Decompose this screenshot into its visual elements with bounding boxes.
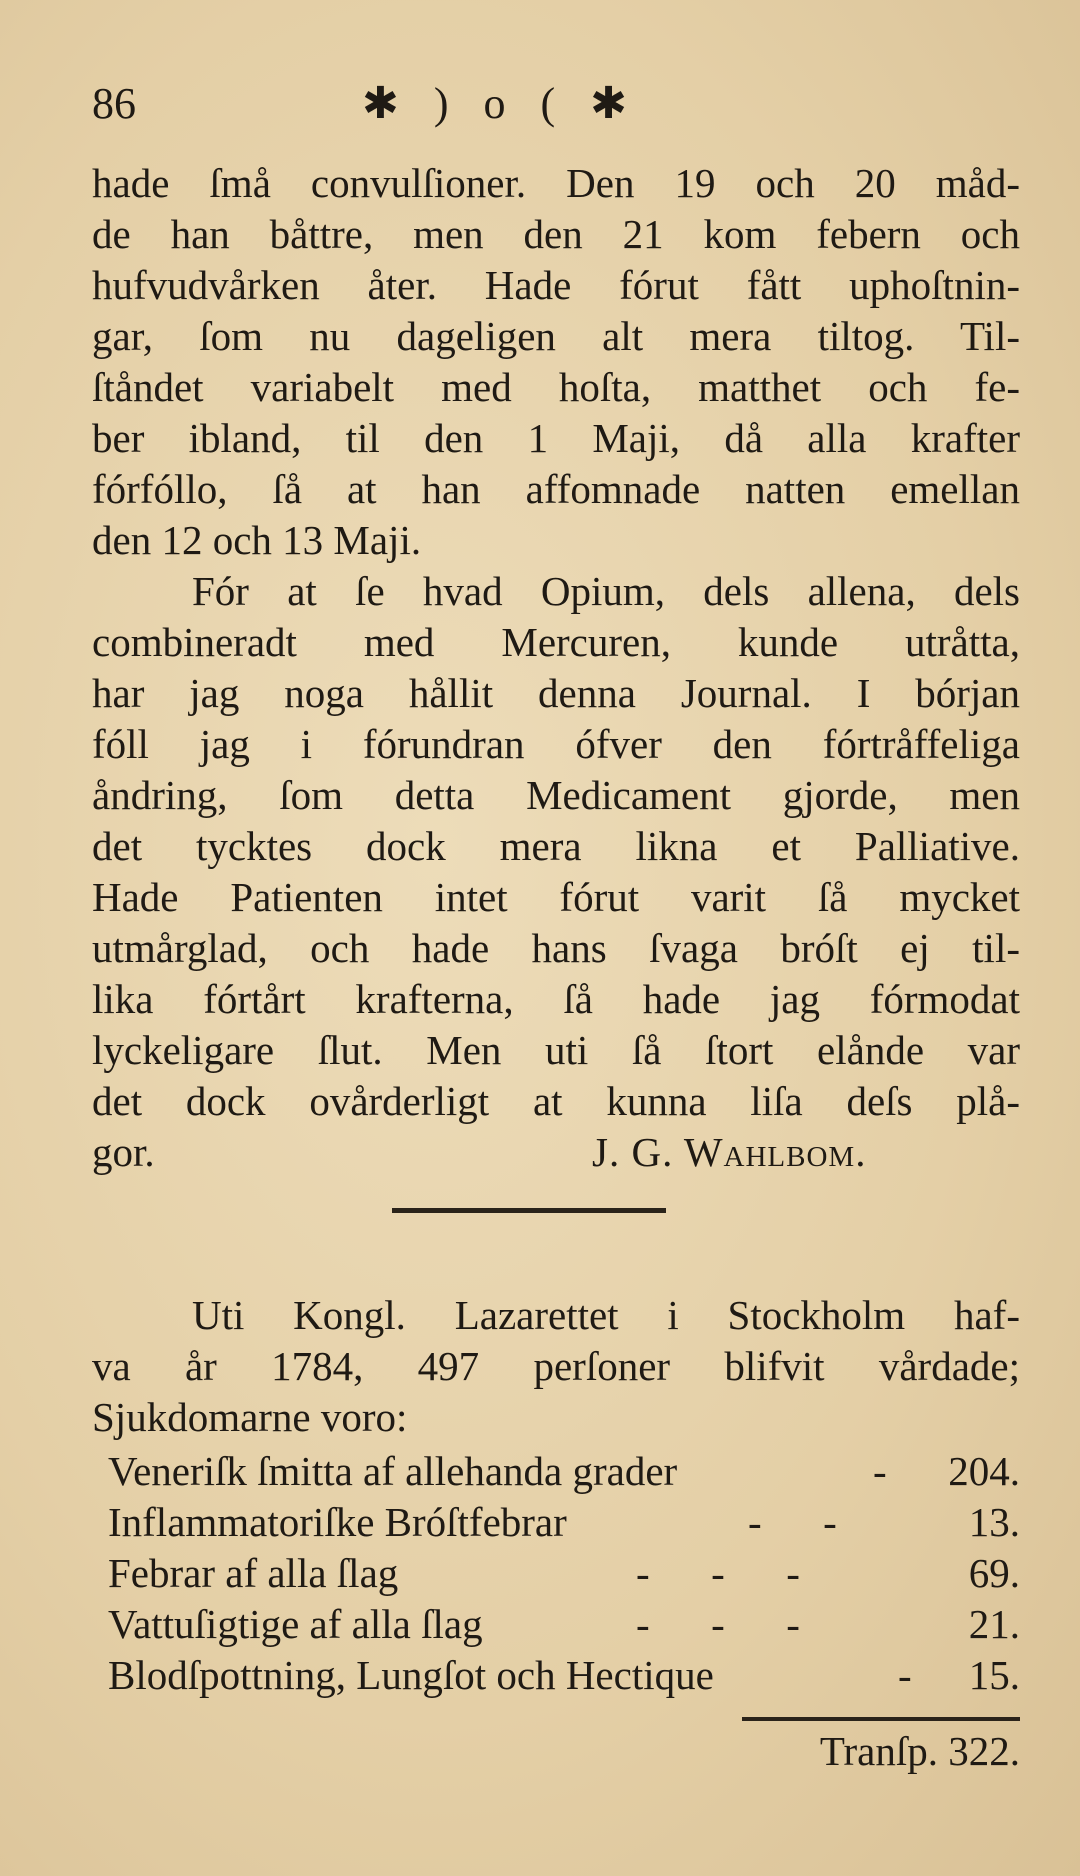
disease-count: 204. bbox=[948, 1448, 1020, 1494]
text-line: gor. bbox=[92, 1129, 155, 1175]
signature-line bbox=[92, 1127, 1020, 1178]
table-row bbox=[108, 1446, 1020, 1497]
text-line: ſtåndet variabelt med hoſta, matthet och fe- bbox=[92, 364, 1020, 410]
disease-label: Inflammatoriſke Bróſtfebrar bbox=[108, 1499, 567, 1545]
text-line: de han båttre, men den 21 kom febern och bbox=[92, 211, 1020, 257]
leader-dashes: - - bbox=[748, 1499, 837, 1545]
disease-label: Vattuſigtige af alla ſlag bbox=[108, 1601, 483, 1647]
text-line: åndring, ſom detta Medicament gjorde, men bbox=[92, 772, 1020, 818]
paragraph-opium-observation bbox=[92, 566, 1020, 1178]
text-line: fórfóllo, ſå at han affomnade natten emellan bbox=[92, 466, 1020, 512]
text-line: det tycktes dock mera likna et Palliative. bbox=[92, 823, 1020, 869]
total-divider bbox=[742, 1717, 1020, 1721]
page-number: 86 bbox=[92, 79, 136, 128]
disease-count: 13. bbox=[968, 1499, 1020, 1545]
disease-count: 69. bbox=[968, 1550, 1020, 1596]
leader-dashes: - bbox=[873, 1448, 887, 1494]
disease-label: Febrar af alla ſlag bbox=[108, 1550, 399, 1596]
disease-count: 21. bbox=[968, 1601, 1020, 1647]
text-line: Fór at ſe hvad Opium, dels allena, dels bbox=[192, 568, 1020, 614]
text-line: den 12 och 13 Maji. bbox=[92, 517, 422, 563]
text-line: har jag noga hållit denna Journal. I bórjan bbox=[92, 670, 1020, 716]
text-line: combineradt med Mercuren, kunde utråtta, bbox=[92, 619, 1020, 665]
disease-label: Veneriſk ſmitta af allehanda grader bbox=[108, 1448, 678, 1494]
disease-label: Blodſpottning, Lungſot och Hectique bbox=[108, 1652, 714, 1698]
header-ornament: ✱ ) o ( ✱ bbox=[362, 79, 640, 128]
text-line: utmårglad, och hade hans ſvaga bróſt ej til- bbox=[92, 925, 1020, 971]
text-line: fóll jag i fórundran ófver den fórtråffeliga bbox=[92, 721, 1020, 767]
table-row bbox=[108, 1599, 1020, 1650]
leader-dashes: - bbox=[898, 1652, 912, 1698]
disease-count: 15. bbox=[968, 1652, 1020, 1698]
text-line: hufvudvårken åter. Hade fórut fått uphoſtnin- bbox=[92, 262, 1020, 308]
text-line: Uti Kongl. Lazarettet i Stockholm haf- bbox=[192, 1292, 1020, 1338]
text-line: gar, ſom nu dageligen alt mera tiltog. Til- bbox=[92, 313, 1020, 359]
text-line: Sjukdomarne voro: bbox=[92, 1394, 408, 1440]
text-line: va år 1784, 497 perſoner blifvit vårdade; bbox=[92, 1343, 1020, 1389]
page-header bbox=[92, 78, 992, 138]
disease-table bbox=[108, 1446, 1020, 1701]
leader-dashes: - - - bbox=[636, 1601, 800, 1647]
leader-dashes: - - - bbox=[636, 1550, 800, 1596]
transport-total: Tranſp. 322. bbox=[819, 1728, 1020, 1774]
text-line: det dock ovårderligt at kunna liſa deſs plå- bbox=[92, 1078, 1020, 1124]
text-line: ber ibland, til den 1 Maji, då alla krafter bbox=[92, 415, 1020, 461]
text-line: hade ſmå convulſioner. Den 19 och 20 måd- bbox=[92, 160, 1020, 206]
table-row bbox=[108, 1650, 1020, 1701]
text-line: lika fórtårt krafterna, ſå hade jag fórmodat bbox=[92, 976, 1020, 1022]
table-row bbox=[108, 1497, 1020, 1548]
text-line: lyckeligare ſlut. Men uti ſå ſtort elånde var bbox=[92, 1027, 1020, 1073]
paragraph-case-report bbox=[92, 158, 1020, 566]
paragraph-hospital-report bbox=[92, 1290, 1020, 1443]
section-divider bbox=[392, 1208, 666, 1213]
table-row bbox=[108, 1548, 1020, 1599]
author-signature: J. G. Wahlbom. bbox=[592, 1129, 867, 1175]
text-line: Hade Patienten intet fórut varit ſå mycket bbox=[92, 874, 1020, 920]
